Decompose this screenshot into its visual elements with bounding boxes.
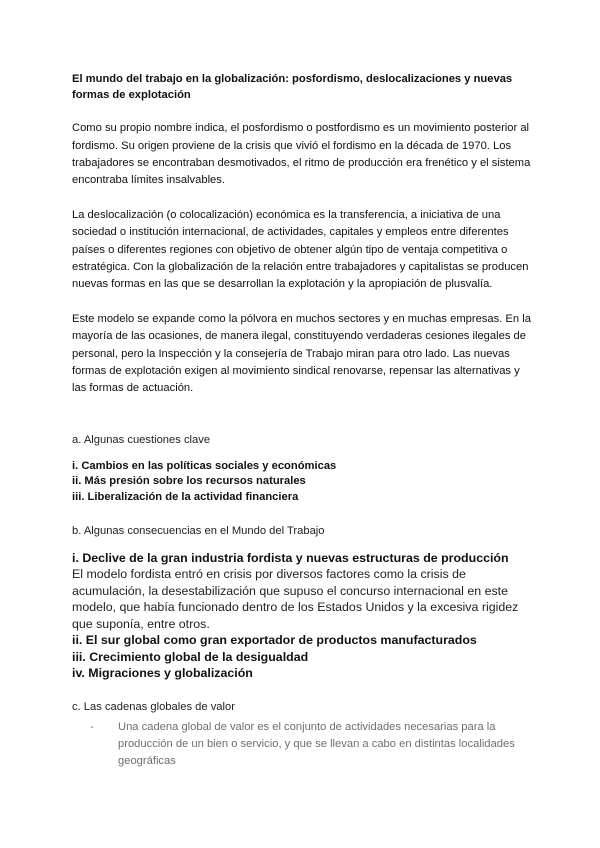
paragraph-modelo: Este modelo se expande como la pólvora en muchos sectores y en muchas empresas. En la mayoría de las ocasiones, de manera ilegal, constituyendo verdaderas cesiones ilegales de personal, pero la Inspección y la consejería de Trabajo miran para otro lado. Las nuevas formas de explotación exigen al movimiento sindical renovarse, repensar las alternativas y las formas de actuación. [72, 312, 531, 395]
section-a-item: ii. Más presión sobre los recursos naturales [72, 475, 306, 488]
section-c-heading: c. Las cadenas globales de valor [72, 700, 235, 713]
section-c-bullet [72, 719, 534, 771]
paragraph-deslocalizacion: La deslocalización (o colocalización) económica es la transferencia, a iniciativa de una sociedad o institución internacional, de actividades, capitales y empleos entre diferentes países o diferentes regiones con objetivo de obtener algún tipo de ventaja competitiva o estratégica. Con la globalización de la relación entre trabajadores y capitalistas se producen nuevas formas en las que se desarrollan la explotación y la apropiación de plusvalía. [72, 208, 529, 291]
section-b-item: i. Declive de la gran industria fordista y nuevas estructuras de producción [72, 550, 509, 565]
section-b-item: iii. Crecimiento global de la desigualdad [72, 649, 309, 664]
section-a-item: iii. Liberalización de la actividad financiera [72, 491, 299, 504]
bullet-text: Una cadena global de valor es el conjunto de actividades necesarias para la producción de un bien o servicio, y que se llevan a cabo en distintas localidades geográficas [118, 720, 515, 768]
section-b-heading: b. Algunas consecuencias en el Mundo del Trabajo [72, 524, 325, 537]
section-b-item-text: El modelo fordista entró en crisis por diversos factores como la crisis de acumulación, la desestabilización que supuso el concurso internacional en este modelo, que había funcionado dentro de los Estados Unidos y la excesiva rigidez que suponía, entre otros. [72, 567, 519, 631]
section-a-item: i. Cambios en las políticas sociales y económicas [72, 459, 337, 472]
section-b-item: ii. El sur global como gran exportador de productos manufacturados [72, 633, 477, 648]
section-b-item: iv. Migraciones y globalización [72, 666, 253, 681]
section-a-heading: a. Algunas cuestiones clave [72, 433, 211, 446]
bullet-dash: - [90, 720, 94, 733]
paragraph-posfordismo: Como su propio nombre indica, el posfordismo o postfordismo es un movimiento posterior al fordismo. Su origen proviene de la crisis que vivió el fordismo en la década de 1970. Los trabajadores se encontraban desmotivados, el ritmo de producción era frenético y el sistema encontraba límites insalvables. [72, 122, 531, 187]
document-title: El mundo del trabajo en la globalización: posfordismo, deslocalizaciones y nuevas formas de explotación [72, 73, 513, 101]
document-body [72, 72, 534, 771]
